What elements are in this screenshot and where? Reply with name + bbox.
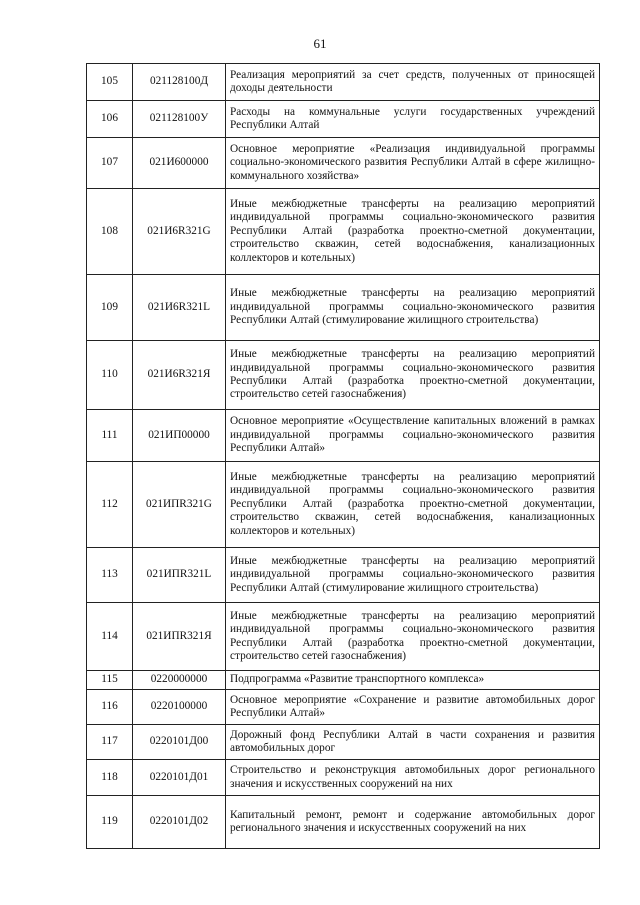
row-code: 0220000000 <box>133 671 226 690</box>
row-number: 119 <box>87 796 133 849</box>
row-description: Иные межбюджетные трансферты на реализацию мероприятий индивидуальной программы социально-экономического развития Республики Алтай (разработка проектно-сметной документации, строительство сетей газоснабжения) <box>226 341 600 410</box>
page-number: 61 <box>313 36 327 51</box>
row-code: 021И6R321G <box>133 189 226 275</box>
table-row <box>87 138 600 189</box>
table-row <box>87 796 600 849</box>
table-row <box>87 64 600 101</box>
row-description: Реализация мероприятий за счет средств, полученных от приносящей доходы деятельности <box>226 64 600 101</box>
table-row <box>87 101 600 138</box>
row-number: 117 <box>87 725 133 760</box>
row-number: 115 <box>87 671 133 690</box>
row-code: 021И600000 <box>133 138 226 189</box>
row-number: 111 <box>87 410 133 462</box>
row-code: 021ИПR321L <box>133 548 226 603</box>
row-number: 116 <box>87 690 133 725</box>
row-code: 021ИПR321Я <box>133 603 226 671</box>
row-number: 106 <box>87 101 133 138</box>
table-row <box>87 275 600 341</box>
row-number: 109 <box>87 275 133 341</box>
table-row <box>87 410 600 462</box>
row-description: Основное мероприятие «Осуществление капитальных вложений в рамках индивидуальной программы социально-экономического развития Республики Алтай» <box>226 410 600 462</box>
row-number: 114 <box>87 603 133 671</box>
row-description: Строительство и реконструкция автомобильных дорог регионального значения и искусственных сооружений на них <box>226 760 600 796</box>
row-description: Иные межбюджетные трансферты на реализацию мероприятий индивидуальной программы социально-экономического развития Республики Алтай (разработка проектно-сметной документации, строительство скважин, сетей водоснабжения, канализационных коллекторов и котельных) <box>226 189 600 275</box>
budget-classification-table <box>86 63 600 849</box>
table-row <box>87 760 600 796</box>
table-row <box>87 462 600 548</box>
row-code: 021ИП00000 <box>133 410 226 462</box>
table-row <box>87 548 600 603</box>
row-code: 0220100000 <box>133 690 226 725</box>
row-number: 105 <box>87 64 133 101</box>
row-description: Иные межбюджетные трансферты на реализацию мероприятий индивидуальной программы социально-экономического развития Республики Алтай (стимулирование жилищного строительства) <box>226 548 600 603</box>
row-description: Иные межбюджетные трансферты на реализацию мероприятий индивидуальной программы социально-экономического развития Республики Алтай (разработка проектно-сметной документации, строительство сетей газоснабжения) <box>226 603 600 671</box>
row-code: 0220101Д00 <box>133 725 226 760</box>
table-row <box>87 690 600 725</box>
table-row <box>87 603 600 671</box>
row-description: Расходы на коммунальные услуги государственных учреждений Республики Алтай <box>226 101 600 138</box>
table-row <box>87 725 600 760</box>
row-number: 108 <box>87 189 133 275</box>
table-row <box>87 341 600 410</box>
row-code: 021128100У <box>133 101 226 138</box>
row-number: 112 <box>87 462 133 548</box>
row-code: 021ИПR321G <box>133 462 226 548</box>
row-description: Подпрограмма «Развитие транспортного комплекса» <box>226 671 600 690</box>
row-description: Дорожный фонд Республики Алтай в части сохранения и развития автомобильных дорог <box>226 725 600 760</box>
row-description: Основное мероприятие «Сохранение и развитие автомобильных дорог Республики Алтай» <box>226 690 600 725</box>
row-number: 113 <box>87 548 133 603</box>
table-row <box>87 189 600 275</box>
row-description: Иные межбюджетные трансферты на реализацию мероприятий индивидуальной программы социально-экономического развития Республики Алтай (стимулирование жилищного строительства) <box>226 275 600 341</box>
row-description: Иные межбюджетные трансферты на реализацию мероприятий индивидуальной программы социально-экономического развития Республики Алтай (разработка проектно-сметной документации, строительство скважин, сетей водоснабжения, канализационных коллекторов и котельных) <box>226 462 600 548</box>
row-number: 118 <box>87 760 133 796</box>
row-code: 0220101Д01 <box>133 760 226 796</box>
row-code: 021128100Д <box>133 64 226 101</box>
row-description: Капитальный ремонт, ремонт и содержание автомобильных дорог регионального значения и искусственных сооружений на них <box>226 796 600 849</box>
row-number: 110 <box>87 341 133 410</box>
row-description: Основное мероприятие «Реализация индивидуальной программы социально-экономического развития Республики Алтай в сфере жилищно-коммунального хозяйства» <box>226 138 600 189</box>
table-row <box>87 671 600 690</box>
row-code: 021И6R321Я <box>133 341 226 410</box>
row-code: 0220101Д02 <box>133 796 226 849</box>
row-number: 107 <box>87 138 133 189</box>
row-code: 021И6R321L <box>133 275 226 341</box>
